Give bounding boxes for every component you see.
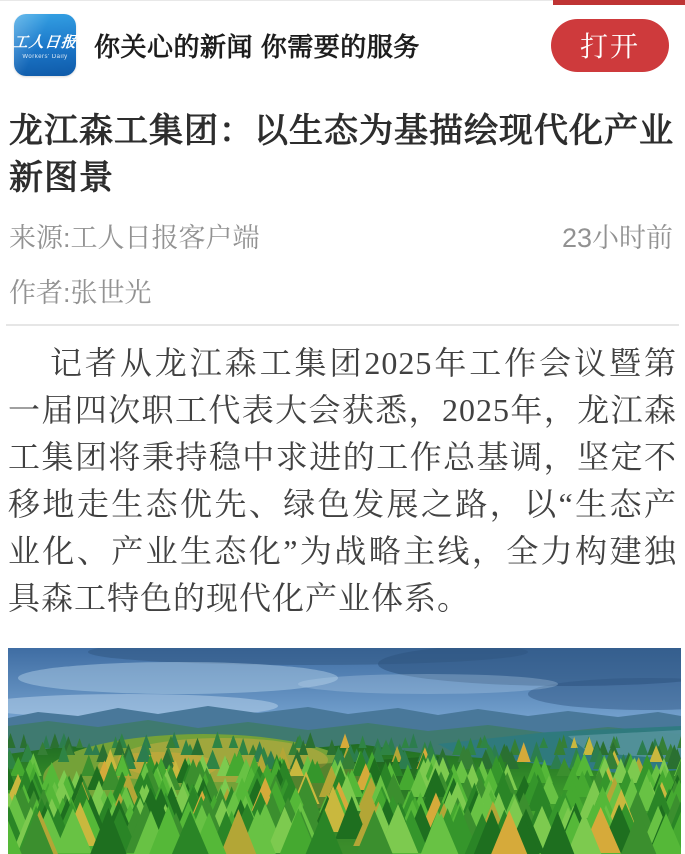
article-photo[interactable] bbox=[8, 648, 681, 854]
top-accent-bar bbox=[553, 0, 685, 5]
logo-en-text: Workers' Daily bbox=[22, 53, 68, 60]
article-title: 龙江森工集团：以生态为基描绘现代化产业新图景 bbox=[9, 112, 674, 197]
article-meta-row bbox=[9, 216, 673, 255]
meta-divider bbox=[6, 324, 679, 326]
article-time: 23小时前 bbox=[561, 223, 673, 253]
article-source: 来源:工人日报客户端 bbox=[9, 223, 260, 253]
logo-cn-text: 工人日报 bbox=[12, 33, 78, 51]
workers-daily-logo bbox=[14, 14, 76, 76]
article-body-paragraph: 记者从龙江森工集团2025年工作会议暨第一届四次职工代表大会获悉，2025年，龙江森工集团将秉持稳中求进的工作总基调，坚定不移地走生态优先、绿色发展之路，以“生态产业化、产业生态化”为战略主线，全力构建独具森工特色的现代化产业体系。 bbox=[8, 345, 677, 616]
article-author: 作者:张世光 bbox=[9, 278, 152, 308]
open-app-button[interactable]: 打开 bbox=[551, 19, 669, 72]
forest-photo-svg bbox=[8, 648, 681, 854]
app-banner bbox=[0, 0, 685, 76]
banner-tagline: 你关心的新闻 你需要的服务 bbox=[94, 31, 420, 62]
